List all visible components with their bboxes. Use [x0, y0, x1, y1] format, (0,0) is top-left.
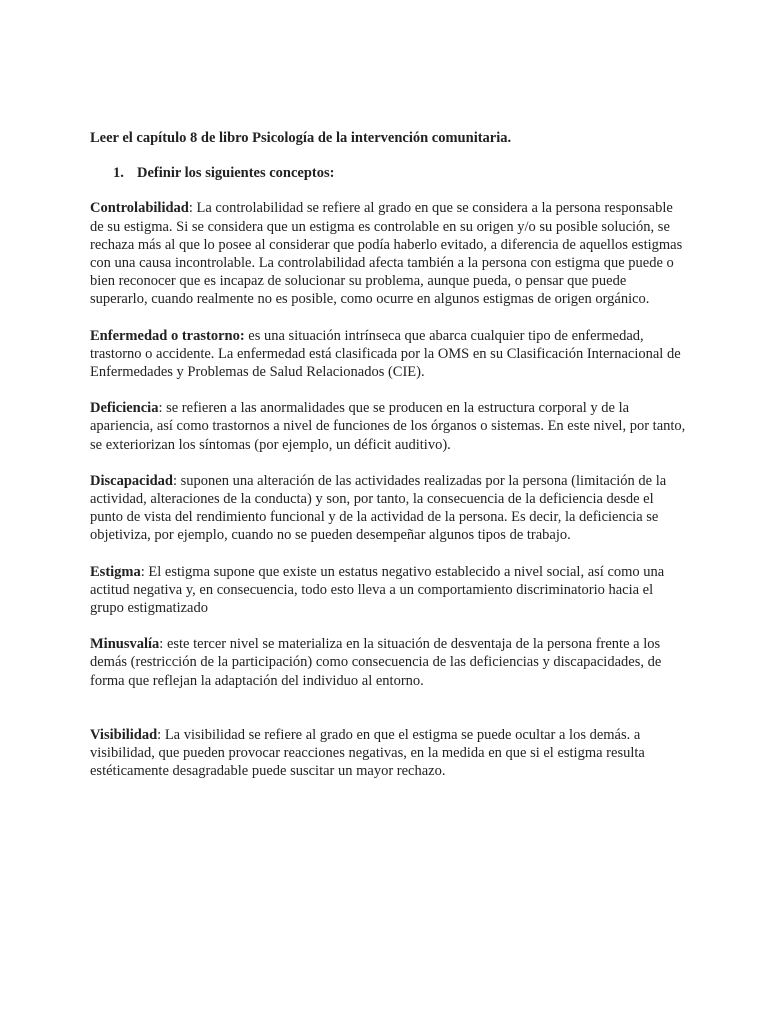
definition-text: : El estigma supone que existe un estatus negativo establecido a nivel social, así como una actitud negativa y, en consecuencia, todo esto lleva a un comportamiento discriminatorio hacia el grupo estigmatizado: [90, 563, 665, 617]
definition-text: : este tercer nivel se materializa en la situación de desventaja de la persona frente a los demás (restricción de la participación) como consecuencia de las deficiencias y discapacidades, de forma que reflejan la adaptación del individuo al entorno.: [90, 636, 662, 689]
definition-estigma: [90, 563, 686, 618]
definition-term: Enfermedad o trastorno:: [90, 327, 245, 344]
definition-text: : se refieren a las anormalidades que se producen en la estructura corporal y de la apariencia, así como trastornos a nivel de funciones de los órganos o sistemas. En este nivel, por tanto, se exteriorizan los síntomas (por ejemplo, un déficit auditivo).: [90, 400, 686, 453]
definition-term: Deficiencia: [90, 400, 159, 417]
definition-text: es una situación intrínseca que abarca cualquier tipo de enfermedad, trastorno o accidente. La enfermedad está clasificada por la OMS en su Clasificación Internacional de Enfermedades y Problemas de Salud Relacionados (CIE).: [90, 327, 681, 381]
definition-deficiencia: [90, 399, 686, 454]
definition-text: : La visibilidad se refiere al grado en que el estigma se puede ocultar a los demás. a visibilidad, que pueden provocar reacciones negativas, en la medida en que si el estigma resulta estéticamente desagradable puede suscitar un mayor rechazo.: [90, 726, 645, 780]
definition-controlabilidad: [90, 199, 686, 308]
document-body: [90, 129, 686, 798]
definition-term: Minusvalía: [90, 636, 160, 653]
definition-text: : La controlabilidad se refiere al grado en que se considera a la persona responsable de su estigma. Si se considera que un estigma es controlable en su origen y/o su posible solución, se rechaza más al que lo posee al considerar que podía haberlo evitado, a diferencia de aquellos estigmas con una causa incontrolable. La controlabilidad afecta también a la persona con estigma que puede o bien reconocer que es incapaz de solucionar su problema, aunque pueda, o pensar que puede superarlo, cuando realmente no es posible, como ocurre en algunos estigmas de origen orgánico.: [90, 200, 683, 308]
definition-term: Visibilidad: [90, 726, 158, 743]
definition-term: Controlabilidad: [90, 200, 189, 217]
list-item-text: Definir los siguientes conceptos:: [137, 165, 335, 182]
definition-discapacidad: [90, 472, 686, 545]
document-title: Leer el capítulo 8 de libro Psicología de la intervención comunitaria.: [90, 130, 512, 146]
numbered-list-item: [90, 164, 686, 182]
definition-text: : suponen una alteración de las actividades realizadas por la persona (limitación de la actividad, alteraciones de la conducta) y son, por tanto, la consecuencia de la deficiencia desde el punto de vista del rendimiento funcional y de la actividad de la persona. Es decir, la deficiencia se objetiviza, por ejemplo, cuando no se pueden desempeñar algunos tipos de trabajo.: [90, 472, 667, 544]
list-number: 1.: [113, 165, 124, 182]
definition-enfermedad: [90, 327, 686, 382]
definition-minusvalia: [90, 635, 686, 690]
definition-term: Estigma: [90, 563, 141, 580]
definition-visibilidad: [90, 726, 686, 781]
definition-term: Discapacidad: [90, 472, 173, 489]
